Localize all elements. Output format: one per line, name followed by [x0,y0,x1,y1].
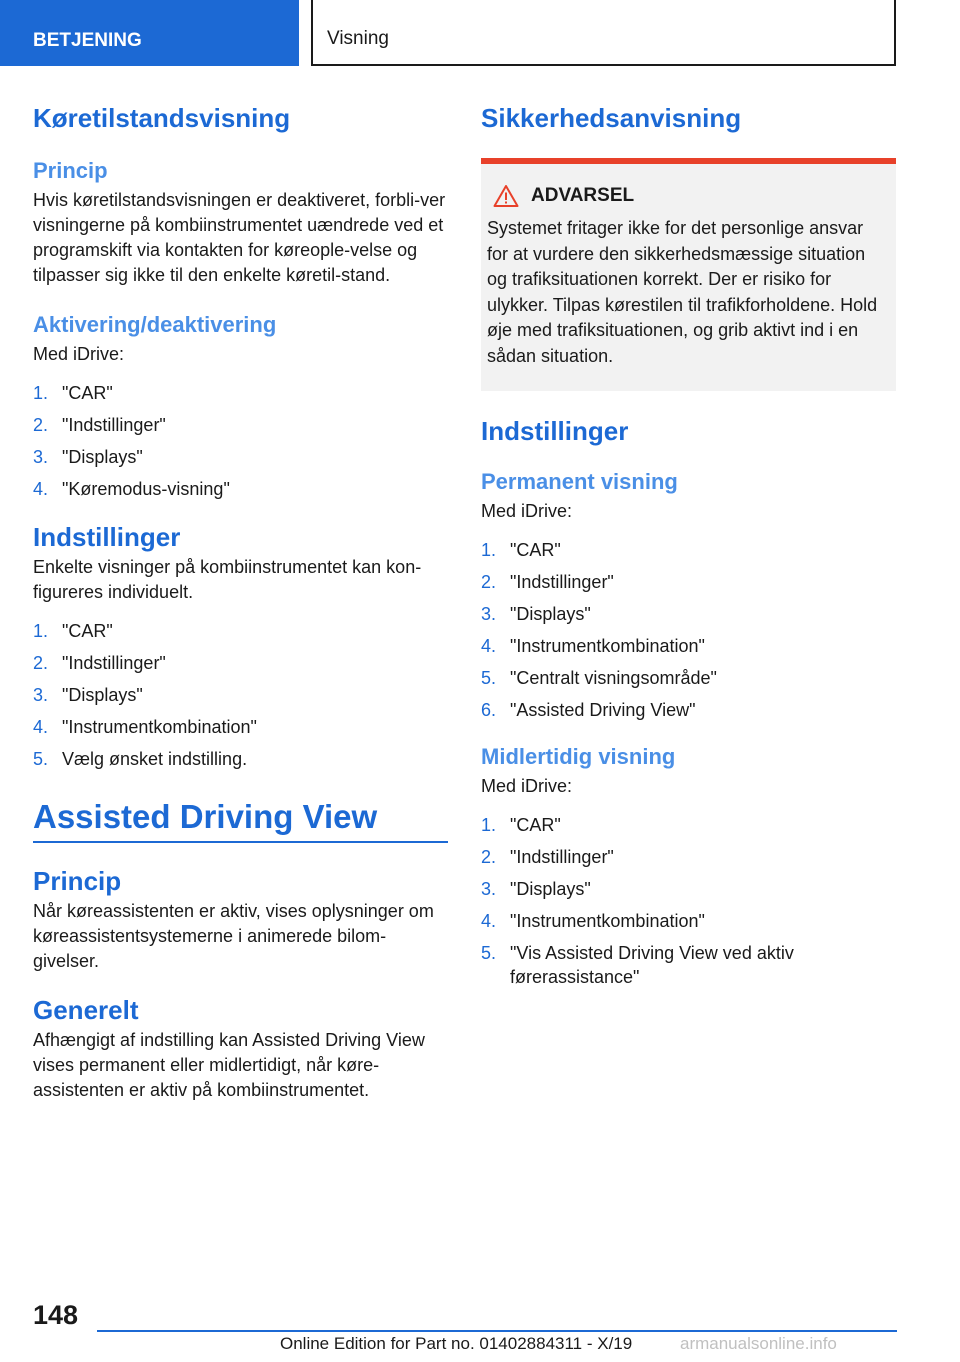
heading-indstillinger-right: Indstillinger [481,416,629,446]
list-item: 4. "Køremodus-visning" [33,479,230,499]
list-item: 5. Vælg ønsket indstilling. [33,749,248,769]
list-item: 5. "Centralt visningsområde" [481,668,717,688]
heading-princip: Princip [33,158,108,183]
heading-generelt: Generelt [33,995,139,1025]
paragraph-med-idrive: Med iDrive: [33,344,125,364]
watermark-site: armanualsonline.info [680,1334,837,1353]
heading-underline [33,841,448,843]
list-item: 2. "Indstillinger" [33,415,166,435]
heading-assisted-driving-view: Assisted Driving View [33,798,378,835]
heading-permanent-visning: Permanent visning [481,469,678,494]
heading-princip-adv: Princip [33,866,122,896]
steps-list-indstillinger [33,619,448,771]
list-item: 2. "Indstillinger" [481,572,614,592]
edition-text: Online Edition for Part no. 01402884311 - X/19 [280,1334,633,1353]
list-item: 1. "CAR" [481,815,561,835]
section-tab: BETJENING [0,0,299,66]
paragraph-med-idrive-permanent: Med iDrive: [481,501,573,521]
list-item: 1. "CAR" [33,621,113,641]
warning-text: Systemet fritager ikke for det personlige ansvar for at vurdere den sikkerhedsmæssige situation og trafiksituationen korrekt. Der er risiko for ulykker. Tilpas kørestilen til trafikforholdene. Hold øje med trafiksituationen, og grib aktivt ind i en sådan situation. [487,218,878,366]
paragraph-generelt: Afhængigt af indstilling kan Assisted Driving View vises permanent eller midlertidigt, når køre-assistenten er aktiv på kombiinstrumentet. [33,1030,425,1100]
list-item: 4. "Instrumentkombination" [481,911,705,931]
list-item: 1. "CAR" [481,540,561,560]
heading-midlertidig-visning: Midlertidig visning [481,744,676,769]
heading-aktivering: Aktivering/deaktivering [33,312,277,337]
page-number: 148 [33,1300,79,1330]
chapter-title: Visning [311,0,896,66]
list-item: 6. "Assisted Driving View" [481,700,696,720]
left-column [33,100,448,1103]
warning-title: ADVARSEL [531,185,635,206]
warning-triangle-icon [493,184,519,208]
list-item: 5. "Vis Assisted Driving View ved aktiv førerassistance" [481,943,794,987]
heading-koretilstandsvisning: Køretilstandsvisning [33,103,291,133]
page-footer [0,1290,960,1362]
right-column [481,100,896,997]
footer-rule [97,1330,897,1332]
heading-indstillinger: Indstillinger [33,522,181,552]
list-item: 3. "Displays" [481,879,591,899]
paragraph-princip: Hvis køretilstandsvisningen er deaktiveret, forbli-ver visningerne på kombiinstrumentet uændrede ved et programskift via kontakten for køreople-velse og tilpasser sig ikke til den enkelte køretil-stand. [33,190,446,285]
list-item: 4. "Instrumentkombination" [33,717,257,737]
steps-list-aktivering [33,381,448,501]
list-item: 3. "Displays" [481,604,591,624]
list-item: 4. "Instrumentkombination" [481,636,705,656]
steps-list-midlertidig [481,813,896,989]
heading-sikkerhedsanvisning: Sikkerhedsanvisning [481,103,742,133]
list-item: 2. "Indstillinger" [481,847,614,867]
list-item: 2. "Indstillinger" [33,653,166,673]
paragraph-indstillinger: Enkelte visninger på kombiinstrumentet kan kon-figureres individuelt. [33,557,422,602]
warning-box [481,158,896,391]
list-item: 1. "CAR" [33,383,113,403]
paragraph-princip-adv: Når køreassistenten er aktiv, vises oplysninger om køreassistentsystemerne i animerede bilom-givelser. [33,901,434,971]
page-header [0,0,960,66]
list-item: 3. "Displays" [33,685,143,705]
list-item: 3. "Displays" [33,447,143,467]
steps-list-permanent [481,538,896,722]
paragraph-med-idrive-midlertidig: Med iDrive: [481,776,573,796]
